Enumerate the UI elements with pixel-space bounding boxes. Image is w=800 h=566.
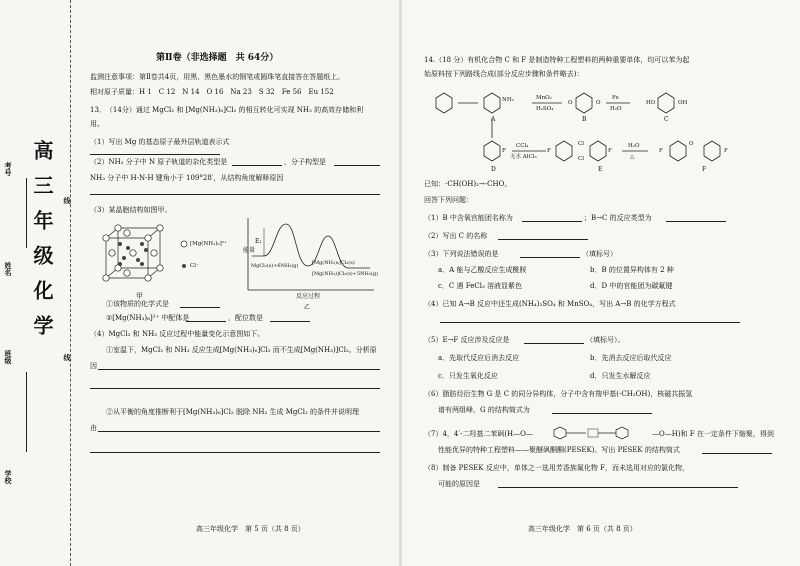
d-fluorine: F: [502, 148, 506, 154]
q13-part3-1: ①该物质的化学式是: [106, 300, 169, 308]
q13-shape-answer[interactable]: [334, 165, 380, 166]
e-fluorine-left: F: [547, 148, 551, 154]
q14-part3: （3）下列说法错误的是: [424, 250, 499, 258]
q13-part4-2: ②从平衡的角度推断利于[Mg(NH₃)₆]Cl₂ 脱除 NH₃ 生成 MgCl₂ 的条件并说明理: [106, 408, 360, 416]
q14-part8-answer[interactable]: [498, 487, 738, 488]
q13-hybrid-answer[interactable]: [232, 165, 282, 166]
name-field[interactable]: [26, 178, 27, 248]
q14-option-5d: d．只发生水解反应: [590, 372, 651, 380]
reagent-heat: △: [630, 154, 635, 160]
q13-part1: （1）写出 Mg 的基态原子最外层轨道表示式: [90, 138, 230, 146]
q14-option-3a: a．A 能与乙酸反应生成酰胺: [438, 266, 527, 274]
label-E: E: [598, 166, 603, 173]
exam-notice: 监测注意事项：第Ⅱ卷共4页，用黑、黑色墨水的钢笔或圆珠笔直接答在答题纸上。: [90, 73, 345, 81]
q14-part7-answer[interactable]: [702, 453, 772, 454]
reagent-alcl3: 无水 AlCl₃: [510, 154, 537, 160]
q14-stem: 14.（18 分）有机化合物 C 和 F 是制造特种工程塑料的两种重要单体，均可以苯为起: [424, 56, 690, 64]
q13-part1-answer[interactable]: [90, 154, 220, 155]
q14-option-3c: c．C 遇 FeCl₃ 溶液显紫色: [438, 282, 522, 290]
q14-part1-answer-1[interactable]: [522, 221, 582, 222]
nh2-group: NH₂: [502, 97, 514, 103]
name-label: 姓名: [4, 262, 13, 276]
sulfonyl-group: [588, 429, 598, 437]
q13-part4-2-answer[interactable]: [98, 431, 380, 432]
reagent-ccl4: CCl₄: [516, 143, 529, 149]
q14-part5b: （填标号）。: [586, 336, 625, 344]
q13-part4: （4）MgCl₂ 和 NH₃ 反应过程中能量变化示意图如下。: [90, 330, 265, 338]
grade-subject: 高 三 年 级 化 学: [30, 140, 54, 339]
legend-cl-symbol: [182, 264, 186, 268]
q13-part4-2b: 由: [90, 424, 97, 432]
crystal-legend: [180, 240, 190, 270]
q13-part4-1b: 因: [90, 362, 97, 370]
figure-yi-caption: 乙: [304, 304, 311, 311]
class-label: 班级: [4, 350, 13, 364]
label-A: A: [491, 116, 496, 123]
e-fluorine-right: F: [608, 148, 612, 154]
q13-part4-1-answer-2[interactable]: [90, 388, 380, 389]
q13-part4-1-answer[interactable]: [98, 369, 380, 370]
q13-angle-answer[interactable]: [90, 194, 380, 195]
q13-part3-2: ②[Mg(NH₃)₆]²⁺ 中配体是: [106, 314, 190, 322]
label-C: C: [664, 116, 669, 123]
q14-part8b: 可能的原因是: [438, 480, 480, 488]
atomic-mass: 相对原子质量：H 1 C 12 N 14 O 16 Na 23 S 32 Fe 56 Eu 152: [90, 88, 334, 96]
seal-line: [70, 0, 71, 566]
q13-part3-2b: ，配位数是: [228, 314, 263, 322]
q14-part4-answer[interactable]: [440, 322, 740, 323]
reagent-mno2: MnO₂: [536, 95, 552, 101]
energy-axis-label: 能量: [243, 247, 256, 254]
legend-cl: Cl⁻: [190, 263, 199, 269]
q14-part7-mid: —O—H)和 F 在一定条件下缩聚，得到: [652, 430, 774, 438]
q14-part6: （6）脂肪烃衍生物 G 是 C 的同分异构体，分子中含有羧甲基(-CH₂OH)，核磁共振氢: [424, 390, 693, 398]
q14-stem-2: 始原料按下列路线合成(部分反应步骤和条件略去)：: [424, 70, 584, 78]
e1-label: E₁: [255, 238, 262, 245]
q14-part7: （7）4，4′-二羟基二苯砜(H—O—: [424, 430, 533, 438]
q14-option-5c: c．只发生氧化反应: [438, 372, 498, 380]
ring-A: [484, 93, 500, 113]
exam-no-label: 考号: [4, 162, 13, 176]
legend-mg: [Mg(NH₃)₆]²⁺: [190, 241, 227, 247]
b-oxo-right: O: [596, 100, 601, 106]
q13-part2: （2）NH₃ 分子中 N 原子轨道的杂化类型是: [90, 158, 228, 166]
q14-part8: （8）制备 PESEK 反应中，单体之一选用芳香族氟化物 F，而未选用对应的氯化物，: [424, 464, 689, 472]
q13-formula-answer[interactable]: [180, 307, 220, 308]
reagent-h2o-2: H₂O: [628, 143, 640, 149]
school-field[interactable]: [26, 372, 27, 452]
q13-part4-1: ①室温下，MgCl₂ 和 NH₃ 反应生成[Mg(NH₃)₆]Cl₂ 而不生成[Mg(NH₃)]Cl₂。分析原: [106, 346, 377, 354]
label-D: D: [491, 166, 496, 173]
page-footer-5: 高三年级化学 第 5 页（共 8 页）: [196, 525, 305, 533]
product-label: [Mg(NH₃)]Cl₂(s)+5NH₃(g): [312, 271, 378, 277]
ring-F1: [670, 141, 686, 161]
reagent-h2o: H₂O: [610, 106, 622, 112]
q14-part5-answer[interactable]: [524, 343, 584, 344]
f-fluorine-left: F: [659, 148, 663, 154]
q14-part2-answer[interactable]: [498, 239, 588, 240]
q13-part4-2-answer-2[interactable]: [90, 452, 380, 453]
sulfone-structure: [550, 426, 650, 442]
ring-C: [658, 93, 674, 113]
energy-diagram: [238, 216, 378, 296]
q14-part6b: 谱有两组峰，G 的结构简式为: [438, 406, 530, 414]
f-oxo: O: [689, 141, 694, 147]
page-footer-6: 高三年级化学 第 6 页（共 8 页）: [528, 525, 637, 533]
q13-stem: 13． （14分）通过 MgCl₂ 和 [Mg(NH₃)₆]Cl₂ 的相互转化可实现 NH₃ 的高效存储和利: [90, 106, 364, 114]
benzene-ring: [436, 93, 452, 113]
q14-part1b: ；B→C 的反应类型为: [584, 214, 652, 222]
sulfone-ring-right: [616, 427, 628, 439]
q14-part1-answer-2[interactable]: [666, 221, 726, 222]
f-fluorine-right: F: [724, 148, 728, 154]
q13-stem-2: 用。: [90, 120, 104, 128]
b-oxo-left: O: [568, 100, 573, 106]
q14-part7b: 性能优异的特种工程塑料——聚醚砜酮酮(PESEK)。写出 PESEK 的结构简式: [438, 446, 680, 454]
reagent-fe: Fe: [612, 95, 619, 101]
q13-part2-shape: ，分子构型是: [284, 158, 326, 166]
label-F: F: [702, 166, 707, 173]
synthesis-scheme: [422, 88, 792, 178]
q14-part4: （4）已知 A→B 反应中还生成(NH₄)₂SO₄ 和 MnSO₄，写出 A→B 的化学方程式: [424, 300, 676, 308]
q14-option-3d: d．D 中的官能团为碳氟键: [590, 282, 673, 290]
seal-mark-2: 线: [63, 354, 72, 361]
ring-E1: [556, 141, 572, 161]
q14-option-5a: a．先取代反应后消去反应: [438, 354, 520, 362]
figure-jia-caption: 甲: [136, 292, 143, 300]
q13-part3: （3）某晶胞结构如图甲。: [90, 206, 172, 214]
q13-ligand-answer[interactable]: [186, 321, 226, 322]
x-axis-label: 反应过程: [296, 293, 321, 300]
q14-option-3b: b．B 的位置异构体有 2 种: [590, 266, 674, 274]
q14-part3-answer[interactable]: [520, 257, 580, 258]
e-cl-top: Cl: [578, 141, 584, 147]
q14-part1: （1）B 中含氧官能团名称为: [424, 214, 513, 222]
answer-prompt: 回答下列问题：: [424, 196, 473, 204]
ring-E2: [590, 141, 606, 161]
section-title: 第Ⅱ卷（非选择题 共 64分）: [156, 53, 279, 63]
ring-F2: [704, 141, 720, 161]
school-label: 学校: [4, 470, 13, 484]
reagent-h2so4: H₂SO₄: [536, 106, 554, 112]
e-cl-bottom: Cl: [578, 156, 584, 162]
q14-part5: （5）E→F 反应涉及反应是: [424, 336, 510, 344]
reactant-label: MgCl₂(s)+6NH₃(g): [251, 263, 299, 269]
legend-mg-symbol: [181, 241, 187, 247]
c-oh: OH: [678, 100, 688, 106]
seal-mark-1: 线: [63, 197, 72, 204]
q14-option-5b: b．先消去反应后取代反应: [590, 354, 672, 362]
ring-B: [576, 93, 592, 113]
known-info: 已知：-CH(OH)₂→-CHO。: [424, 180, 512, 188]
crystal-cell-figure: [98, 222, 178, 292]
sulfone-ring-left: [554, 427, 566, 439]
page-6: [402, 0, 800, 566]
q14-part6-answer[interactable]: [552, 413, 652, 414]
q14-part2: （2）写出 C 的名称: [424, 232, 488, 240]
q13-part2-angle: NH₃ 分子中 H-N-H 键角小于 109°28′，从结构角度解释原因: [90, 174, 284, 182]
c-ho: HO: [646, 100, 656, 106]
intermediate-label: [Mg(NH₃)₆]Cl₂(s): [312, 260, 355, 266]
q14-part3b: （填标号）: [582, 250, 617, 258]
label-B: B: [582, 116, 587, 123]
ring-D: [484, 141, 500, 161]
q13-coord-answer[interactable]: [270, 321, 310, 322]
